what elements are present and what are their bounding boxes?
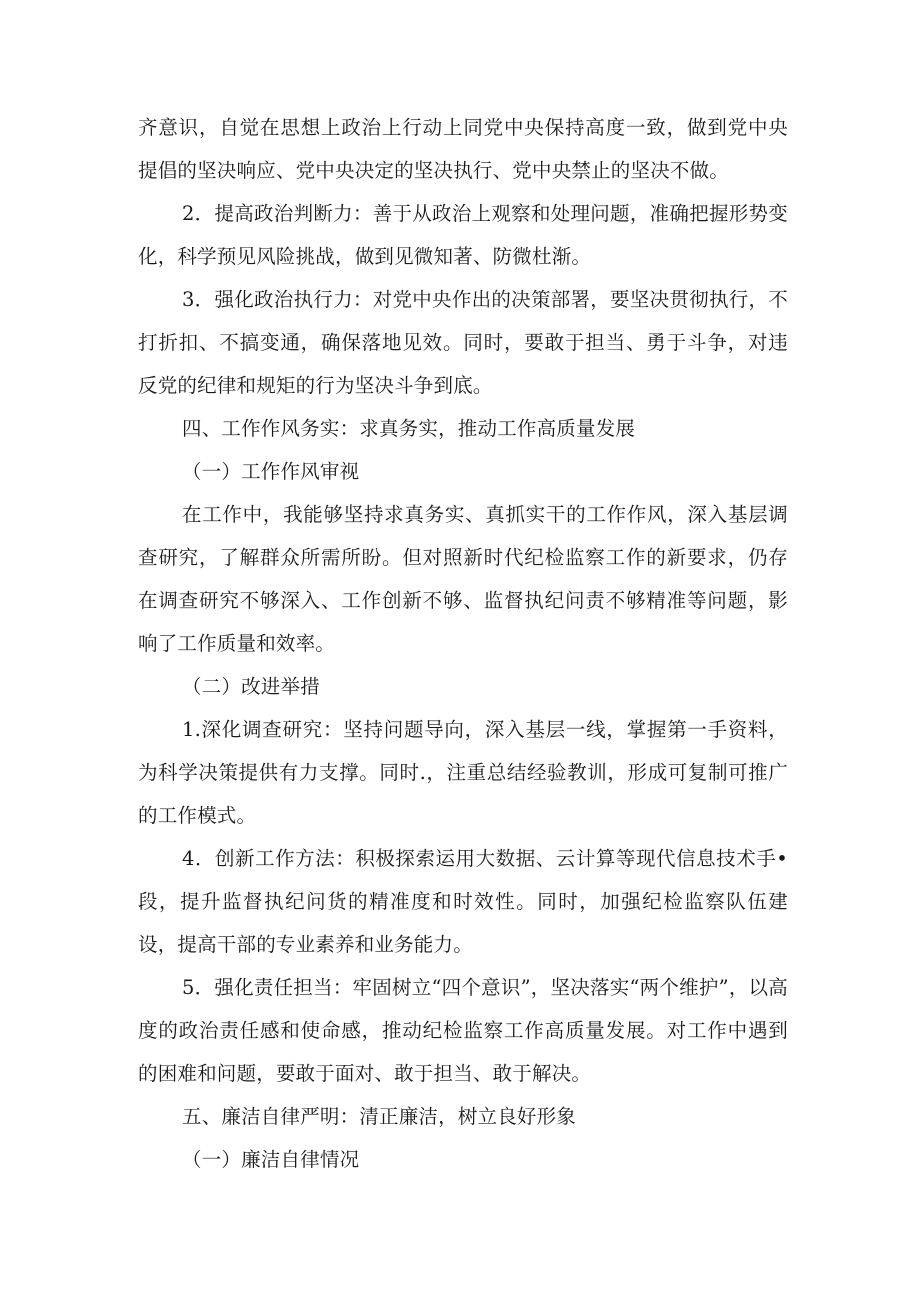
paragraph-deepen-research: 1.深化调查研究：坚持问题导向，深入基层一线，掌握第一手资料，为科学决策提供有力支撑。同时.，注重总结经验教训，形成可复制可推广的工作模式。 xyxy=(138,718,788,827)
subheading-improvement-measures: （二）改进举措 xyxy=(182,675,320,698)
subheading-integrity-status: （一）廉洁自律情况 xyxy=(182,1148,360,1171)
paragraph-political-judgment: 2．提高政治判断力：善于从政治上观察和处理问题，准确把握形势变化，科学预见风险挑战，做到见微知著、防微杜渐。 xyxy=(138,202,788,268)
paragraph-continuation: 齐意识，自觉在思想上政治上行动上同党中央保持高度一致，做到党中央提倡的坚决响应、党中央决定的坚决执行、党中央禁止的坚决不做。 xyxy=(138,116,788,182)
paragraph-innovate-methods: 4．创新工作方法：积极探索运用大数据、云计算等现代信息技术手•段，提升监督执纪问货的精准度和时效性。同时，加强纪检监察队伍建设，提高干部的专业素养和业务能力。 xyxy=(138,847,788,956)
section-heading-integrity: 五、廉洁自律严明：清正廉洁，树立良好形象 xyxy=(182,1105,577,1128)
subheading-work-style-review: （一）工作作风审视 xyxy=(182,460,360,483)
paragraph-political-execution: 3．强化政治执行力：对党中央作出的决策部署，要坚决贯彻执行，不打折扣、不搞变通，确保落地见效。同时，要敢于担当、勇于斗争，对违反党的纪律和规矩的行为坚决斗争到底。 xyxy=(138,288,788,397)
paragraph-responsibility: 5．强化责任担当：牢固树立“四个意识”，坚决落实“两个维护”，以高度的政治责任感和使命感，推动纪检监察工作高质量发展。对工作中遇到的困难和问题，要敢于面对、敢于担当、敢于解决。 xyxy=(138,976,788,1085)
paragraph-work-style-review: 在工作中，我能够坚持求真务实、真抓实干的工作作风，深入基层调查研究，了解群众所需所盼。但对照新时代纪检监察工作的新要求，仍存在调查研究不够深入、工作创新不够、监督执纪问责不够精准等问题，影响了工作质量和效率。 xyxy=(138,503,788,655)
section-heading-work-style: 四、工作作风务实：求真务实，推动工作高质量发展 xyxy=(182,417,636,440)
